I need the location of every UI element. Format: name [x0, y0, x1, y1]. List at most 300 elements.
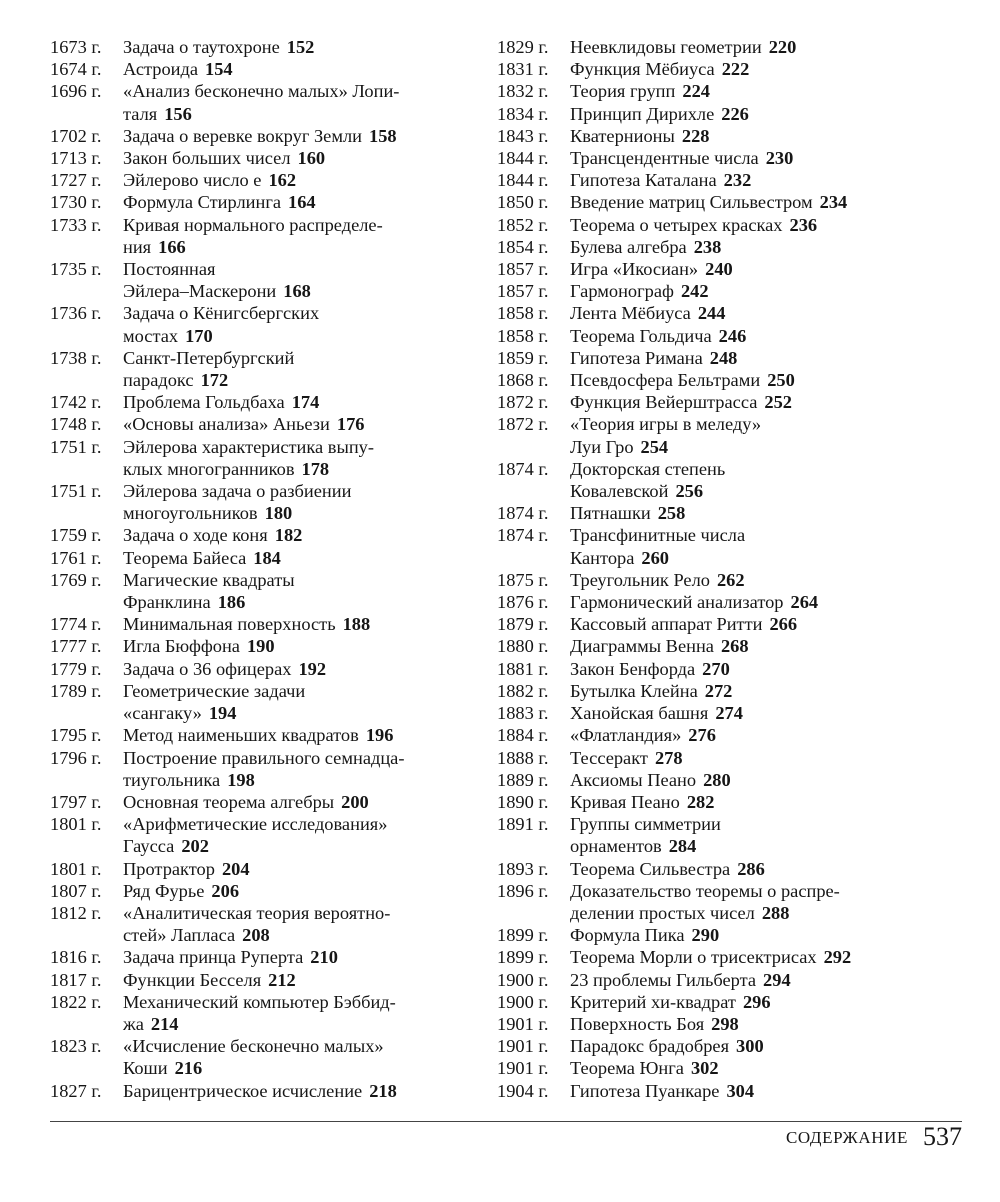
toc-entry [497, 724, 967, 746]
entry-title-line: Теорема о четырех красках [570, 214, 783, 235]
toc-entry [50, 258, 490, 302]
entry-title [570, 1080, 967, 1102]
entry-title [570, 591, 967, 613]
entry-year: 1899 г. [497, 925, 549, 946]
entry-title-line: Игла Бюффона [123, 636, 240, 657]
toc-entry [50, 658, 490, 680]
entry-title [123, 991, 490, 1035]
entry-title [570, 969, 967, 991]
entry-title [123, 191, 490, 213]
toc-entry [497, 858, 967, 880]
entry-page-number: 206 [211, 880, 240, 901]
entry-year: 1857 г. [497, 259, 549, 280]
toc-entry [497, 125, 967, 147]
entry-page-number: 182 [274, 525, 303, 546]
entry-title-line: парадокс [123, 370, 194, 391]
entry-year: 1868 г. [497, 370, 549, 391]
toc-entry [497, 369, 967, 391]
entry-page-number: 300 [736, 1036, 764, 1057]
entry-year: 1900 г. [497, 991, 549, 1012]
entry-title-line: «Основы анализа» Аньези [123, 414, 330, 435]
toc-entry [497, 880, 967, 924]
entry-title [570, 191, 967, 213]
entry-title-line: Эйлерова характеристика выпу- [123, 436, 374, 457]
running-heading: СОДЕРЖАНИЕ [785, 1128, 908, 1147]
entry-page-number: 262 [716, 569, 745, 590]
entry-title [123, 480, 490, 524]
entry-year: 1751 г. [50, 436, 102, 457]
entry-title-line: Формула Стирлинга [123, 192, 282, 213]
entry-year: 1795 г. [50, 725, 102, 746]
entry-page-number: 290 [691, 925, 720, 946]
entry-page-number: 292 [823, 947, 852, 968]
entry-title-line: Доказательство теоремы о распре- [570, 880, 840, 901]
entry-year: 1883 г. [497, 703, 549, 724]
toc-entry [50, 214, 490, 258]
entry-title-line: Теорема Морли о трисектрисах [570, 947, 817, 968]
toc-entry [497, 702, 967, 724]
entry-year: 1899 г. [497, 947, 549, 968]
entry-title [123, 813, 490, 857]
toc-entry [50, 547, 490, 569]
entry-title-line: Механический компьютер Бэббид- [123, 991, 396, 1012]
entry-page-number: 224 [682, 81, 710, 102]
entry-year: 1896 г. [497, 880, 549, 901]
toc-entry [497, 969, 967, 991]
entry-page-number: 186 [217, 592, 246, 613]
entry-year: 1796 г. [50, 747, 102, 768]
entry-title [570, 680, 967, 702]
entry-year: 1857 г. [497, 281, 549, 302]
entry-title-line: Коши [123, 1058, 168, 1079]
entry-year: 1812 г. [50, 902, 102, 923]
entry-year: 1822 г. [50, 991, 102, 1012]
toc-entry [50, 36, 490, 58]
entry-year: 1713 г. [50, 148, 102, 169]
toc-entry [50, 302, 490, 346]
footer-rule [50, 1121, 962, 1122]
entry-title [123, 258, 490, 302]
toc-entry [497, 1057, 967, 1079]
entry-title [570, 747, 967, 769]
entry-page-number: 214 [150, 1013, 179, 1034]
entry-year: 1761 г. [50, 547, 102, 568]
entry-title [570, 858, 967, 880]
entry-year: 1890 г. [497, 791, 549, 812]
entry-title [123, 413, 490, 435]
entry-year: 1797 г. [50, 791, 102, 812]
toc-entry [497, 236, 967, 258]
entry-title [570, 1057, 967, 1079]
entry-page-number: 298 [711, 1013, 739, 1034]
entry-title [570, 369, 967, 391]
entry-title [123, 791, 490, 813]
toc-entry [497, 258, 967, 280]
entry-title [570, 569, 967, 591]
entry-title [570, 125, 967, 147]
entry-title [570, 769, 967, 791]
entry-title [570, 702, 967, 724]
entry-year: 1759 г. [50, 525, 102, 546]
toc-entry [497, 36, 967, 58]
toc-entry [497, 280, 967, 302]
entry-title-line: Проблема Гольдбаха [123, 392, 285, 413]
entry-page-number: 198 [227, 769, 255, 790]
entry-title-line: Задача о Кёнигсбергских [123, 303, 320, 324]
entry-title [123, 747, 490, 791]
toc-entry [497, 58, 967, 80]
entry-year: 1748 г. [50, 414, 102, 435]
entry-title [570, 280, 967, 302]
entry-title-line: Теорема Юнга [570, 1058, 684, 1079]
entry-page-number: 296 [742, 991, 771, 1012]
entry-title-line: делении простых чисел [570, 902, 755, 923]
entry-page-number: 202 [181, 836, 209, 857]
toc-entry [50, 80, 490, 124]
entry-title-line: Ковалевской [570, 481, 669, 502]
entry-title-line: Теорема Сильвестра [570, 858, 731, 879]
entry-title-line: Теория групп [570, 81, 676, 102]
entry-page-number: 304 [726, 1080, 755, 1101]
entry-page-number: 238 [693, 236, 722, 257]
entry-year: 1893 г. [497, 858, 549, 879]
toc-entry [497, 191, 967, 213]
toc-entry [497, 924, 967, 946]
toc-entry [50, 480, 490, 524]
entry-year: 1904 г. [497, 1080, 549, 1101]
entry-year: 1843 г. [497, 125, 549, 146]
toc-entry [497, 747, 967, 769]
toc-entry [50, 635, 490, 657]
entry-title-line: Задача о веревке вокруг Земли [123, 125, 362, 146]
entry-title-line: Треугольник Рело [570, 569, 710, 590]
entry-title [123, 658, 490, 680]
entry-title [570, 880, 967, 924]
entry-page-number: 218 [369, 1080, 397, 1101]
toc-entry [50, 1035, 490, 1079]
toc-entry [497, 946, 967, 968]
entry-year: 1673 г. [50, 37, 102, 57]
entry-year: 1876 г. [497, 592, 549, 613]
entry-page-number: 174 [291, 392, 320, 413]
toc-entry [50, 902, 490, 946]
entry-page-number: 184 [253, 547, 281, 568]
entry-title [570, 924, 967, 946]
toc-entry [497, 302, 967, 324]
toc-entry [497, 325, 967, 347]
entry-title [123, 391, 490, 413]
entry-title [570, 1035, 967, 1057]
entry-year: 1777 г. [50, 636, 102, 657]
entry-year: 1829 г. [497, 37, 549, 57]
entry-title-line: Трансфинитные числа [570, 525, 746, 546]
entry-title-line: Гармонограф [570, 281, 674, 302]
entry-title-line: «Арифметические исследования» [123, 814, 388, 835]
entry-title-line: Гармонический анализатор [570, 592, 784, 613]
entry-title [570, 658, 967, 680]
entry-year: 1738 г. [50, 347, 102, 368]
toc-entry [50, 147, 490, 169]
entry-title [570, 946, 967, 968]
entry-title-line: Функция Вейерштрасса [570, 392, 758, 413]
entry-title [570, 36, 967, 58]
entry-title [123, 302, 490, 346]
entry-page-number: 254 [640, 436, 669, 457]
entry-page-number: 282 [686, 791, 715, 812]
entry-title [123, 436, 490, 480]
entry-year: 1858 г. [497, 303, 549, 324]
entry-title-line: Задача принца Руперта [123, 947, 304, 968]
entry-title-line: многоугольников [123, 503, 258, 524]
entry-year: 1769 г. [50, 569, 102, 590]
entry-title-line: Диаграммы Венна [570, 636, 714, 657]
entry-page-number: 154 [205, 59, 233, 80]
entry-year: 1874 г. [497, 503, 549, 524]
entry-title [570, 214, 967, 236]
entry-title-line: Кантора [570, 547, 635, 568]
toc-entry [497, 169, 967, 191]
entry-title [570, 991, 967, 1013]
entry-title-line: Постоянная [123, 259, 216, 280]
entry-page-number: 266 [769, 614, 798, 635]
toc-entry [50, 524, 490, 546]
entry-title-line: Ханойская башня [570, 703, 709, 724]
entry-title [123, 36, 490, 58]
toc-entry [497, 147, 967, 169]
entry-page-number: 236 [789, 214, 818, 235]
toc-entry [497, 391, 967, 413]
entry-page-number: 246 [718, 325, 747, 346]
entry-title-line: Функция Мёбиуса [570, 59, 715, 80]
toc-entry [50, 969, 490, 991]
entry-title-line: Кватернионы [570, 125, 675, 146]
toc-entry [50, 613, 490, 635]
entry-title [570, 258, 967, 280]
entry-title-line: Построение правильного семнадца- [123, 747, 405, 768]
entry-title-line: Эйлерово число е [123, 170, 262, 191]
entry-page-number: 222 [721, 59, 750, 80]
toc-entry [50, 791, 490, 813]
entry-title [570, 635, 967, 657]
entry-year: 1742 г. [50, 392, 102, 413]
entry-page-number: 226 [721, 103, 749, 124]
entry-page-number: 216 [174, 1058, 203, 1079]
entry-year: 1882 г. [497, 680, 549, 701]
entry-year: 1801 г. [50, 814, 102, 835]
entry-title-line: Лента Мёбиуса [570, 303, 691, 324]
entry-year: 1901 г. [497, 1013, 549, 1034]
entry-year: 1733 г. [50, 214, 102, 235]
entry-page-number: 188 [342, 614, 371, 635]
entry-page-number: 250 [767, 370, 795, 391]
entry-year: 1736 г. [50, 303, 102, 324]
entry-year: 1900 г. [497, 969, 549, 990]
toc-entry [50, 813, 490, 857]
entry-title [123, 1080, 490, 1102]
entry-year: 1832 г. [497, 81, 549, 102]
toc-entry [497, 214, 967, 236]
entry-title-line: Трансцендентные числа [570, 148, 759, 169]
entry-title [123, 680, 490, 724]
entry-title [123, 80, 490, 124]
entry-title-line: Формула Пика [570, 925, 685, 946]
toc-entry [50, 680, 490, 724]
toc-entry [50, 569, 490, 613]
entry-title-line: «Теория игры в меледу» [570, 414, 762, 435]
entry-title-line: Магические квадраты [123, 569, 295, 590]
entry-page-number: 168 [283, 281, 311, 302]
entry-page-number: 190 [246, 636, 275, 657]
entry-page-number: 242 [680, 281, 709, 302]
entry-year: 1891 г. [497, 814, 549, 835]
toc-entry [497, 1080, 967, 1102]
entry-title [570, 325, 967, 347]
toc-entry [50, 169, 490, 191]
toc-entry [50, 991, 490, 1035]
entry-page-number: 196 [365, 725, 394, 746]
entry-page-number: 256 [675, 481, 704, 502]
entry-title [123, 214, 490, 258]
entry-title-line: 23 проблемы Гильберта [570, 969, 757, 990]
entry-year: 1730 г. [50, 192, 102, 213]
entry-title [570, 347, 967, 369]
entry-year: 1801 г. [50, 858, 102, 879]
entry-page-number: 170 [185, 325, 213, 346]
entry-year: 1875 г. [497, 569, 549, 590]
entry-page-number: 252 [764, 392, 792, 413]
entry-year: 1834 г. [497, 103, 549, 124]
entry-title [570, 502, 967, 524]
entry-title [570, 80, 967, 102]
entry-title-line: «Флатландия» [570, 725, 682, 746]
entry-page-number: 240 [705, 259, 733, 280]
entry-title [123, 613, 490, 635]
entry-title-line: Задача о таутохроне [123, 37, 280, 57]
entry-title [123, 147, 490, 169]
toc-entry [497, 1035, 967, 1057]
entry-title-line: Кассовый аппарат Ритти [570, 614, 763, 635]
entry-title-line: Луи Гро [570, 436, 634, 457]
toc-column-left [50, 36, 490, 1102]
entry-title [570, 236, 967, 258]
toc-entry [497, 591, 967, 613]
entry-title-line: Кривая нормального распределе- [123, 214, 383, 235]
toc-entry [497, 524, 967, 568]
entry-title-line: Игра «Икосиан» [570, 259, 699, 280]
toc-entry [50, 191, 490, 213]
entry-title-line: Кривая Пеано [570, 791, 680, 812]
entry-page-number: 234 [819, 192, 848, 213]
toc-entry [497, 613, 967, 635]
entry-title-line: клых многогранников [123, 458, 295, 479]
entry-year: 1901 г. [497, 1036, 549, 1057]
entry-year: 1702 г. [50, 125, 102, 146]
entry-page-number: 212 [268, 969, 296, 990]
toc-entry [50, 413, 490, 435]
entry-title-line: Гипотеза Пуанкаре [570, 1080, 720, 1101]
toc-entry [50, 436, 490, 480]
entry-year: 1874 г. [497, 458, 549, 479]
entry-title [123, 169, 490, 191]
toc-entry [50, 858, 490, 880]
entry-year: 1874 г. [497, 525, 549, 546]
entry-title-line: Группы симметрии [570, 814, 721, 835]
toc-entry [497, 680, 967, 702]
entry-year: 1774 г. [50, 614, 102, 635]
entry-title [123, 524, 490, 546]
entry-year: 1858 г. [497, 325, 549, 346]
entry-year: 1779 г. [50, 658, 102, 679]
entry-page-number: 158 [369, 125, 397, 146]
entry-title-line: Бутылка Клейна [570, 680, 698, 701]
entry-title-line: Задача о ходе коня [123, 525, 268, 546]
entry-title-line: Булева алгебра [570, 236, 687, 257]
entry-title-line: Эйлера–Маскерони [123, 281, 277, 302]
entry-title [570, 147, 967, 169]
entry-year: 1889 г. [497, 769, 549, 790]
entry-title [570, 724, 967, 746]
entry-title [570, 413, 967, 457]
entry-year: 1850 г. [497, 192, 549, 213]
entry-page-number: 152 [286, 37, 315, 57]
entry-title-line: Теорема Байеса [123, 547, 247, 568]
entry-page-number: 244 [697, 303, 726, 324]
toc-entry [497, 347, 967, 369]
entry-title-line: «Исчисление бесконечно малых» [123, 1036, 384, 1057]
entry-page-number: 248 [709, 347, 738, 368]
entry-title-line: Барицентрическое исчисление [123, 1080, 363, 1101]
toc-entry [50, 724, 490, 746]
entry-title-line: тиугольника [123, 769, 221, 790]
entry-title [123, 946, 490, 968]
entry-page-number: 268 [720, 636, 749, 657]
entry-page-number: 232 [723, 170, 752, 191]
entry-title-line: мостах [123, 325, 179, 346]
entry-title [123, 880, 490, 902]
entry-title [123, 1035, 490, 1079]
entry-year: 1884 г. [497, 725, 549, 746]
entry-page-number: 264 [790, 592, 819, 613]
entry-year: 1880 г. [497, 636, 549, 657]
entry-title-line: Аксиомы Пеано [570, 769, 697, 790]
entry-title-line: Поверхность Боя [570, 1013, 705, 1034]
entry-year: 1844 г. [497, 170, 549, 191]
entry-page-number: 228 [681, 125, 710, 146]
entry-title-line: жа [123, 1013, 144, 1034]
entry-title-line: Гипотеза Каталана [570, 170, 717, 191]
toc-entry [50, 747, 490, 791]
toc-entry [50, 1080, 490, 1102]
entry-year: 1859 г. [497, 347, 549, 368]
entry-year: 1751 г. [50, 481, 102, 502]
entry-year: 1852 г. [497, 214, 549, 235]
entry-year: 1727 г. [50, 170, 102, 191]
toc-entry [497, 991, 967, 1013]
entry-year: 1823 г. [50, 1036, 102, 1057]
entry-title-line: Астроида [123, 59, 198, 80]
toc-entry [497, 458, 967, 502]
entry-title-line: Закон Бенфорда [570, 658, 696, 679]
entry-title-line: Ряд Фурье [123, 880, 205, 901]
entry-year: 1872 г. [497, 392, 549, 413]
entry-title [570, 302, 967, 324]
entry-title-line: Геометрические задачи [123, 680, 306, 701]
entry-title [570, 791, 967, 813]
entry-title [123, 858, 490, 880]
entry-title-line: «Аналитическая теория вероятно- [123, 902, 391, 923]
entry-year: 1696 г. [50, 81, 102, 102]
entry-page-number: 192 [298, 658, 327, 679]
